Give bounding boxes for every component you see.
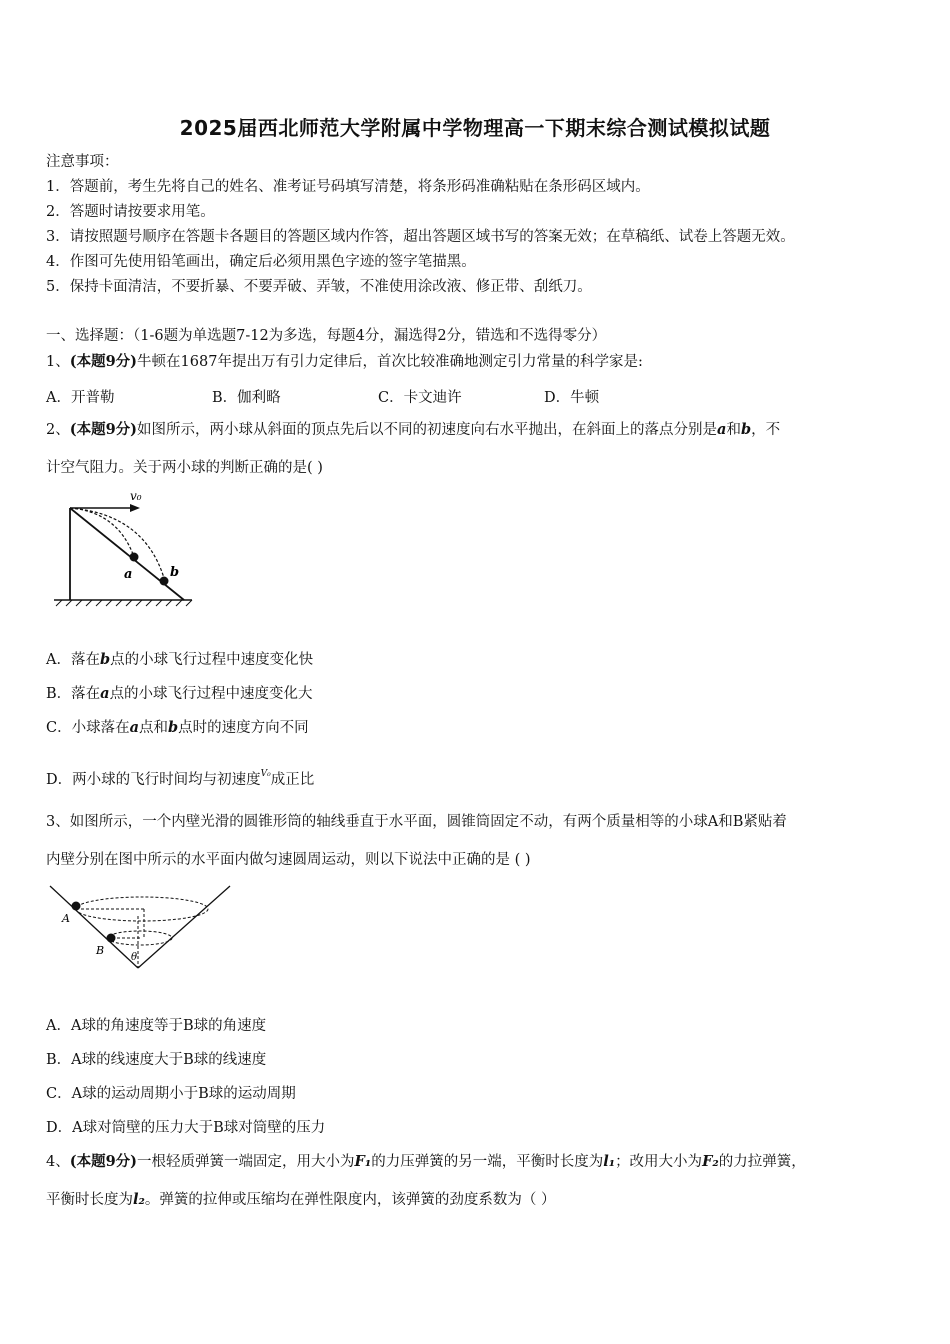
q2-option-c-text-3: 点时的速度方向不同 bbox=[178, 720, 309, 736]
page-title: 2025届西北师范大学附属中学物理高一下期末综合测试模拟试题 bbox=[179, 116, 771, 140]
q3-option-c[interactable]: C．A球的运动周期小于B球的运动周期 bbox=[46, 1086, 296, 1102]
cone-left-wall bbox=[50, 886, 138, 968]
q2-and: 和 bbox=[726, 422, 741, 438]
q1-options bbox=[46, 386, 599, 407]
q4-text-6: 。弹簧的拉伸或压缩均在弹性限度内，该弹簧的劲度系数为（ ） bbox=[144, 1192, 556, 1208]
q4-text-3: ；改用大小为 bbox=[615, 1154, 703, 1170]
ball-A bbox=[72, 902, 81, 911]
q2-option-a-text-2: 点的小球飞行过程中速度变化快 bbox=[110, 652, 314, 668]
q2-option-a-text: A．落在 bbox=[46, 652, 100, 668]
q2-number: 2、 bbox=[46, 422, 70, 438]
ground-hatching bbox=[56, 600, 192, 606]
q4-l1: l₁ bbox=[603, 1153, 616, 1170]
q2-option-d-text-2: 成正比 bbox=[270, 772, 315, 788]
question-4-line-2 bbox=[46, 1190, 555, 1210]
q4-l2: l₂ bbox=[133, 1191, 145, 1208]
notice-item-3: 3．请按照题号顺序在答题卡各题目的答题区域内作答，超出答题区域书写的答案无效；在草稿纸、试卷上答题无效。 bbox=[46, 229, 795, 245]
ball-a bbox=[130, 553, 139, 562]
ball-B bbox=[107, 934, 116, 943]
q2-option-d-text: D．两小球的飞行时间均与初速度 bbox=[46, 772, 261, 788]
q4-text-2: 的力压弹簧的另一端，平衡时长度为 bbox=[371, 1154, 604, 1170]
q2-incline-figure bbox=[48, 486, 198, 612]
q2-option-d[interactable] bbox=[46, 764, 314, 790]
q4-text-5: 平衡时长度为 bbox=[46, 1192, 133, 1208]
label-theta: θ bbox=[131, 952, 138, 963]
notice-item-4: 4．作图可先使用铅笔画出，确定后必须用黑色字迹的签字笔描黑。 bbox=[46, 254, 476, 270]
q1-option-d[interactable]: D．牛顿 bbox=[544, 390, 600, 406]
question-1 bbox=[46, 352, 643, 372]
label-v0: v₀ bbox=[130, 489, 142, 503]
q1-option-b[interactable]: B．伽利略 bbox=[212, 390, 281, 406]
q4-text-4: 的力拉弹簧， bbox=[718, 1154, 806, 1170]
q4-tag: (本题9分) bbox=[69, 1153, 138, 1170]
q2-var-a: a bbox=[717, 421, 727, 438]
q4-F1: F₁ bbox=[354, 1153, 372, 1170]
q4-number: 4、 bbox=[46, 1154, 70, 1170]
q2-var-b: b bbox=[740, 421, 752, 438]
q2-option-b-text: B．落在 bbox=[46, 686, 101, 702]
question-2 bbox=[46, 420, 780, 440]
q3-cone-figure bbox=[48, 884, 238, 974]
q3-option-a[interactable]: A．A球的角速度等于B球的角速度 bbox=[46, 1018, 267, 1034]
q4-F2: F₂ bbox=[702, 1153, 719, 1170]
q3-stem-b: 内壁分别在图中所示的水平面内做匀速圆周运动，则以下说法中正确的是 ( ) bbox=[46, 852, 531, 868]
q2-option-a[interactable] bbox=[46, 650, 313, 670]
q2-option-c-text: C．小球落在 bbox=[46, 720, 130, 736]
q4-text-1: 一根轻质弹簧一端固定，用大小为 bbox=[137, 1154, 355, 1170]
q2-stem-b: ，不 bbox=[751, 422, 781, 438]
q2-stem-c: 计空气阻力。关于两小球的判断正确的是( ) bbox=[46, 460, 323, 476]
q2-option-c-text-2: 点和 bbox=[139, 720, 169, 736]
q2-option-c-var-1: a bbox=[129, 719, 140, 736]
q2-tag: (本题9分) bbox=[69, 421, 138, 438]
notice-heading: 注意事项： bbox=[46, 154, 119, 170]
q2-option-b-text-2: 点的小球飞行过程中速度变化大 bbox=[109, 686, 313, 702]
label-a: a bbox=[124, 567, 133, 582]
q2-option-c[interactable] bbox=[46, 718, 309, 738]
q1-stem: 牛顿在1687年提出万有引力定律后，首次比较准确地测定引力常量的科学家是: bbox=[137, 354, 643, 370]
q1-option-a[interactable]: A．开普勒 bbox=[46, 390, 115, 406]
q1-tag: (本题9分) bbox=[69, 353, 138, 370]
q2-option-d-var: V₀ bbox=[260, 769, 271, 779]
question-4 bbox=[46, 1152, 806, 1172]
label-B: B bbox=[96, 944, 105, 957]
notice-item-5: 5．保持卡面清洁，不要折暴、不要弄破、弄皱，不准使用涂改液、修正带、刮纸刀。 bbox=[46, 279, 592, 295]
q2-option-b-var: a bbox=[100, 685, 110, 702]
ball-b bbox=[160, 577, 169, 586]
q1-number: 1、 bbox=[46, 354, 70, 370]
label-A: A bbox=[62, 912, 70, 925]
q2-option-a-var: b bbox=[99, 651, 111, 668]
cone-right-wall bbox=[138, 886, 230, 968]
q3-stem-a: 3、如图所示，一个内壁光滑的圆锥形筒的轴线垂直于水平面，圆锥筒固定不动，有两个质量相等的小球A和B紧贴着 bbox=[46, 814, 787, 830]
q2-option-c-var-2: b bbox=[168, 719, 179, 736]
notice-item-1: 1．答题前，考生先将自己的姓名、准考证号码填写清楚，将条形码准确粘贴在条形码区域内。 bbox=[46, 179, 650, 195]
arrow-head-icon bbox=[130, 504, 140, 512]
section-heading: 一、选择题：（1-6题为单选题7-12为多选，每题4分，漏选得2分，错选和不选得零分） bbox=[46, 328, 607, 344]
q3-option-d[interactable]: D．A球对筒壁的压力大于B球对筒壁的压力 bbox=[46, 1120, 326, 1136]
incline-line bbox=[70, 508, 184, 600]
q2-option-b[interactable] bbox=[46, 684, 313, 704]
q3-option-b[interactable]: B．A球的线速度大于B球的线速度 bbox=[46, 1052, 267, 1068]
label-b: b bbox=[170, 565, 180, 580]
q2-stem-a: 如图所示，两小球从斜面的顶点先后以不同的初速度向右水平抛出，在斜面上的落点分别是 bbox=[137, 422, 718, 438]
notice-item-2: 2．答题时请按要求用笔。 bbox=[46, 204, 215, 220]
q1-option-c[interactable]: C．卡文迪许 bbox=[378, 390, 462, 406]
